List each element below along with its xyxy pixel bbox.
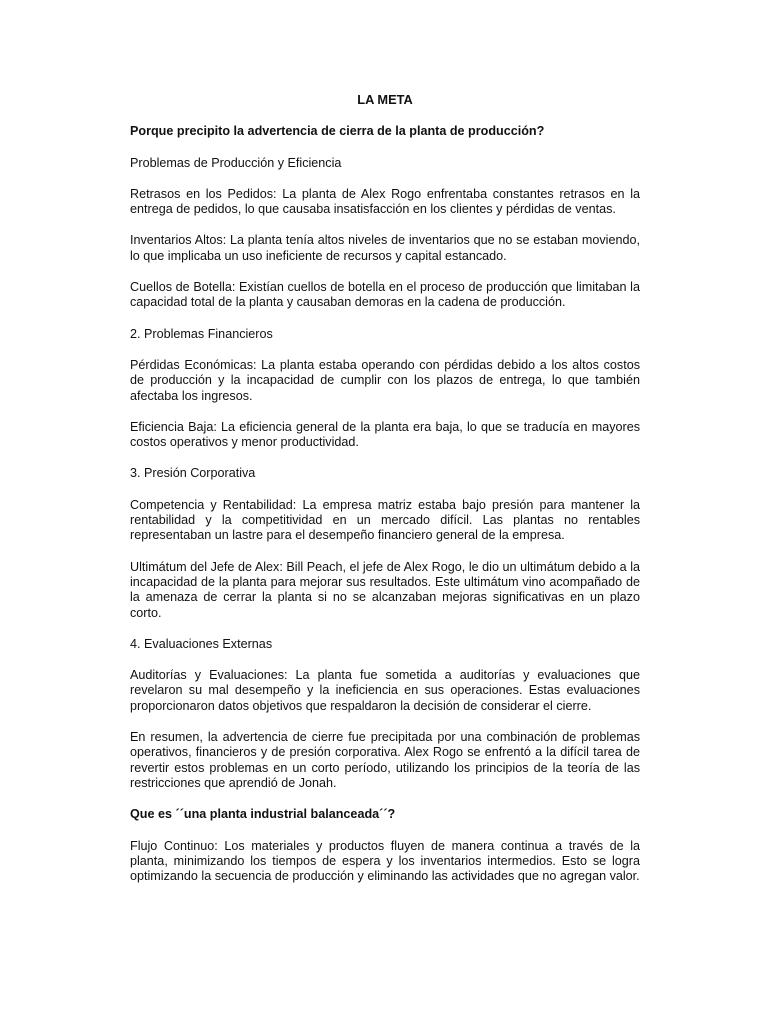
document-title: LA META bbox=[357, 92, 413, 107]
paragraph-continuous-flow: Flujo Continuo: Los materiales y productos fluyen de manera continua a través de la planta, minimizando los tiempos de espera y los inventarios intermedios. Esto se logra optimizando la secuencia de producción y eliminando las actividades que no agregan valor. bbox=[130, 838, 640, 884]
paragraph-audits: Auditorías y Evaluaciones: La planta fue sometida a auditorías y evaluaciones que revelaron su mal desempeño y la ineficiencia en sus operaciones. Estas evaluaciones proporcionaron datos objetivos que respaldaron la decisión de considerar el cierre. bbox=[130, 668, 640, 713]
paragraph-economic-losses: Pérdidas Económicas: La planta estaba operando con pérdidas debido a los altos costos de producción y la incapacidad de cumplir con los plazos de entrega, lo que también afectaba los ingresos. bbox=[130, 357, 640, 403]
paragraph-low-efficiency: Eficiencia Baja: La eficiencia general de la planta era baja, lo que se traducía en mayores costos operativos y menor productividad. bbox=[130, 419, 640, 450]
paragraph-summary: En resumen, la advertencia de cierre fue precipitada por una combinación de problemas operativos, financieros y de presión corporativa. Alex Rogo se enfrentó a la difícil tarea de revertir estos problemas en un corto período, utilizando los principios de la teoría de las restricciones que aprendió de Jonah. bbox=[130, 730, 640, 790]
section-label-external: 4. Evaluaciones Externas bbox=[130, 636, 273, 651]
paragraph-order-delays: Retrasos en los Pedidos: La planta de Alex Rogo enfrentaba constantes retrasos en la entrega de pedidos, lo que causaba insatisfacción en los clientes y pérdidas de ventas. bbox=[130, 186, 640, 217]
document-page bbox=[130, 92, 640, 900]
section-label-production: Problemas de Producción y Eficiencia bbox=[130, 155, 342, 170]
paragraph-ultimatum: Ultimátum del Jefe de Alex: Bill Peach, el jefe de Alex Rogo, le dio un ultimátum debido a la incapacidad de la planta para mejorar sus resultados. Este ultimátum vino acompañado de la amenaza de cerrar la planta si no se alcanzaban mejoras significativas en un plazo corto. bbox=[130, 559, 640, 620]
section-question-heading: Porque precipito la advertencia de cierra de la planta de producción? bbox=[130, 124, 545, 139]
section-label-corporate: 3. Presión Corporativa bbox=[130, 466, 256, 481]
paragraph-bottlenecks: Cuellos de Botella: Existían cuellos de botella en el proceso de producción que limitaban la capacidad total de la planta y causaban demoras en la cadena de producción. bbox=[130, 280, 640, 310]
section-balanced-plant-heading: Que es ´´una planta industrial balanceada´´? bbox=[130, 807, 396, 822]
section-label-financial: 2. Problemas Financieros bbox=[130, 326, 273, 341]
paragraph-high-inventory: Inventarios Altos: La planta tenía altos niveles de inventarios que no se estaban moviendo, lo que implicaba un uso ineficiente de recursos y capital estancado. bbox=[130, 233, 640, 263]
paragraph-competition: Competencia y Rentabilidad: La empresa matriz estaba bajo presión para mantener la rentabilidad y la competitividad en un mercado difícil. Las plantas no rentables representaban un lastre para el desempeño financiero general de la empresa. bbox=[130, 497, 640, 543]
